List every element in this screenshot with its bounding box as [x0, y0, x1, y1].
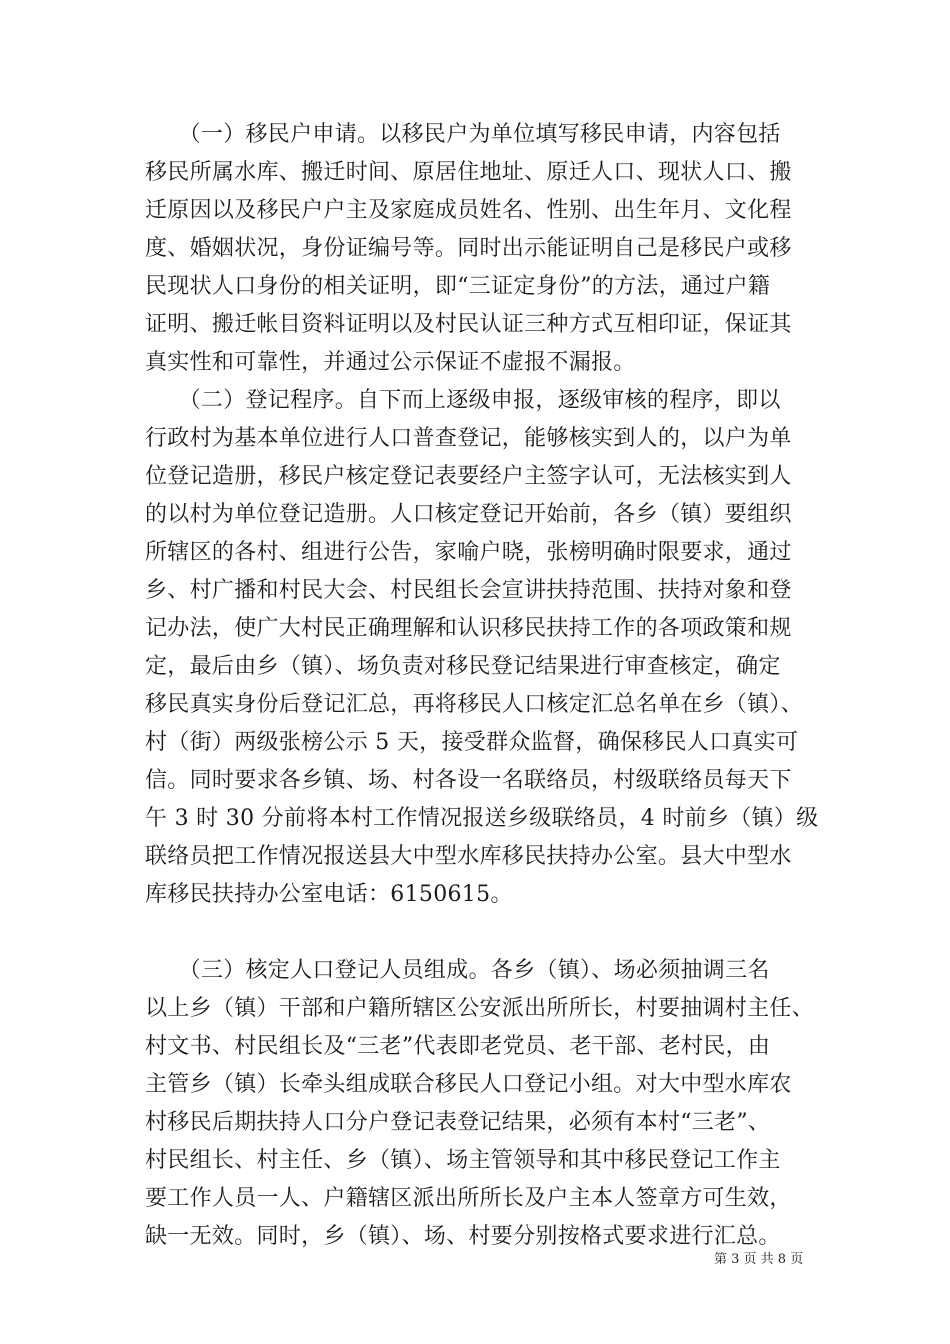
text-line: 信。同时要求各乡镇、场、村各设一名联络员，村级联络员每天下 [145, 768, 792, 793]
text-line: 村文书、村民组长及“三老”代表即老党员、老干部、老村民，由 [145, 1034, 771, 1059]
text-line: 库移民扶持办公室电话：6150615。 [145, 882, 513, 907]
text-line: 村移民后期扶持人口分户登记表登记结果，必须有本村“三老”、 [145, 1110, 771, 1135]
text-line: 行政村为基本单位进行人口普查登记，能够核实到人的，以户为单 [145, 426, 792, 451]
text-line: 联络员把工作情况报送县大中型水库移民扶持办公室。县大中型水 [145, 844, 792, 869]
text-line: 记办法，使广大村民正确理解和认识移民扶持工作的各项政策和规 [145, 616, 792, 641]
text-line: （一）移民户申请。以移民户为单位填写移民申请，内容包括 [145, 122, 781, 147]
text-line: 要工作人员一人、户籍辖区派出所所长及户主本人签章方可生效， [145, 1186, 792, 1211]
text-line: 所辖区的各村、组进行公告，家喻户晓，张榜明确时限要求，通过 [145, 540, 792, 565]
text-line: （二）登记程序。自下而上逐级申报，逐级审核的程序，即以 [145, 388, 781, 413]
text-line: 移民真实身份后登记汇总，再将移民人口核定汇总名单在乡（镇）、 [145, 692, 804, 717]
text-line: 乡、村广播和村民大会、村民组长会宣讲扶持范围、扶持对象和登 [145, 578, 792, 603]
text-line [145, 914, 817, 952]
text-line: 民现状人口身份的相关证明，即“三证定身份”的方法，通过户籍 [145, 274, 771, 299]
text-line: 的以村为单位登记造册。人口核定登记开始前，各乡（镇）要组织 [145, 502, 792, 527]
text-line: 移民所属水库、搬迁时间、原居住地址、原迁人口、现状人口、搬 [145, 160, 792, 185]
text-line: 主管乡（镇）长牵头组成联合移民人口登记小组。对大中型水库农 [145, 1072, 792, 1097]
paragraph-1 [145, 116, 817, 382]
paragraph-2 [145, 382, 817, 952]
text-line: 村（街）两级张榜公示 5 天，接受群众监督，确保移民人口真实可 [145, 730, 799, 755]
text-line: 迁原因以及移民户户主及家庭成员姓名、性别、出生年月、文化程 [145, 198, 792, 223]
text-line: 村民组长、村主任、乡（镇）、场主管领导和其中移民登记工作主 [145, 1148, 781, 1173]
text-line: 缺一无效。同时，乡（镇）、场、村要分别按格式要求进行汇总。 [145, 1224, 781, 1249]
page-number: 第 3 页 共 8 页 [714, 1252, 804, 1267]
body-text [145, 116, 817, 1256]
paragraph-3 [145, 952, 817, 1256]
text-line: 度、婚姻状况，身份证编号等。同时出示能证明自己是移民户或移 [145, 236, 792, 261]
text-line: 证明、搬迁帐目资料证明以及村民认证三种方式互相印证，保证其 [145, 312, 792, 337]
text-line: 以上乡（镇）干部和户籍所辖区公安派出所所长，村要抽调村主任、 [145, 996, 815, 1021]
text-line: 午 3 时 30 分前将本村工作情况报送乡级联络员，4 时前乡（镇）级 [145, 806, 819, 831]
text-line: 定，最后由乡（镇）、场负责对移民登记结果进行审查核定，确定 [145, 654, 781, 679]
text-line: （三）核定人口登记人员组成。各乡（镇）、场必须抽调三名 [145, 958, 770, 983]
text-line: 位登记造册，移民户核定登记表要经户主签字认可，无法核实到人 [145, 464, 792, 489]
text-line: 真实性和可靠性，并通过公示保证不虚报不漏报。 [145, 350, 636, 375]
